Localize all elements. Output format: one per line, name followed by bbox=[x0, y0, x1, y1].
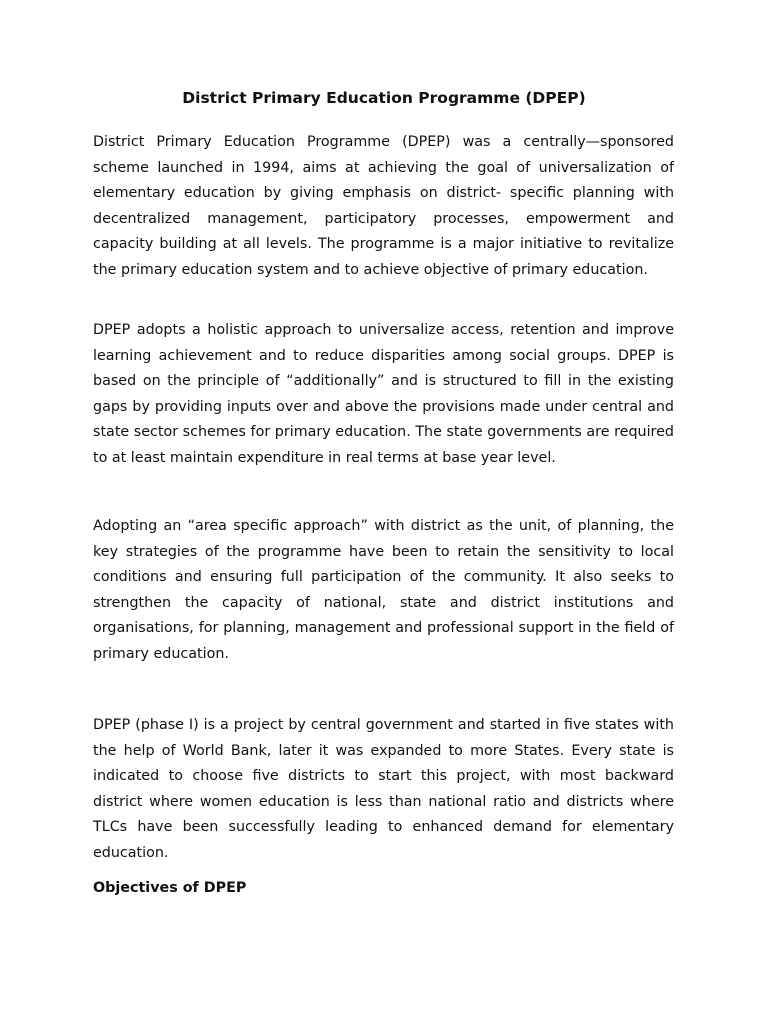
paragraph-holistic-approach: DPEP adopts a holistic approach to universalize access, retention and improve learning achievement and to reduce disparities among social groups. DPEP is based on the principle of “additionally” and is structured to fill in the existing gaps by providing inputs over and above the provisions made under central and state sector schemes for primary education. The state governments are required to at least maintain expenditure in real terms at base year level. bbox=[93, 322, 674, 466]
section-heading-objectives: Objectives of DPEP bbox=[93, 880, 247, 896]
paragraph-area-specific-approach: Adopting an “area specific approach” with district as the unit, of planning, the key strategies of the programme have been to retain the sensitivity to local conditions and ensuring full participation of the community. It also seeks to strengthen the capacity of national, state and district institutions and organisations, for planning, management and professional support in the field of primary education. bbox=[93, 518, 674, 662]
paragraph-introduction: District Primary Education Programme (DPEP) was a centrally—sponsored scheme launched in 1994, aims at achieving the goal of universalization of elementary education by giving emphasis on district- specific planning with decentralized management, participatory processes, empowerment and capacity building at all levels. The programme is a major initiative to revitalize the primary education system and to achieve objective of primary education. bbox=[93, 134, 674, 278]
paragraph-phase-one: DPEP (phase I) is a project by central government and started in five states with the help of World Bank, later it was expanded to more States. Every state is indicated to choose five districts to start this project, with most backward district where women education is less than national ratio and districts where TLCs have been successfully leading to enhanced demand for elementary education. bbox=[93, 717, 674, 861]
document-title: District Primary Education Programme (DPEP) bbox=[182, 89, 586, 107]
